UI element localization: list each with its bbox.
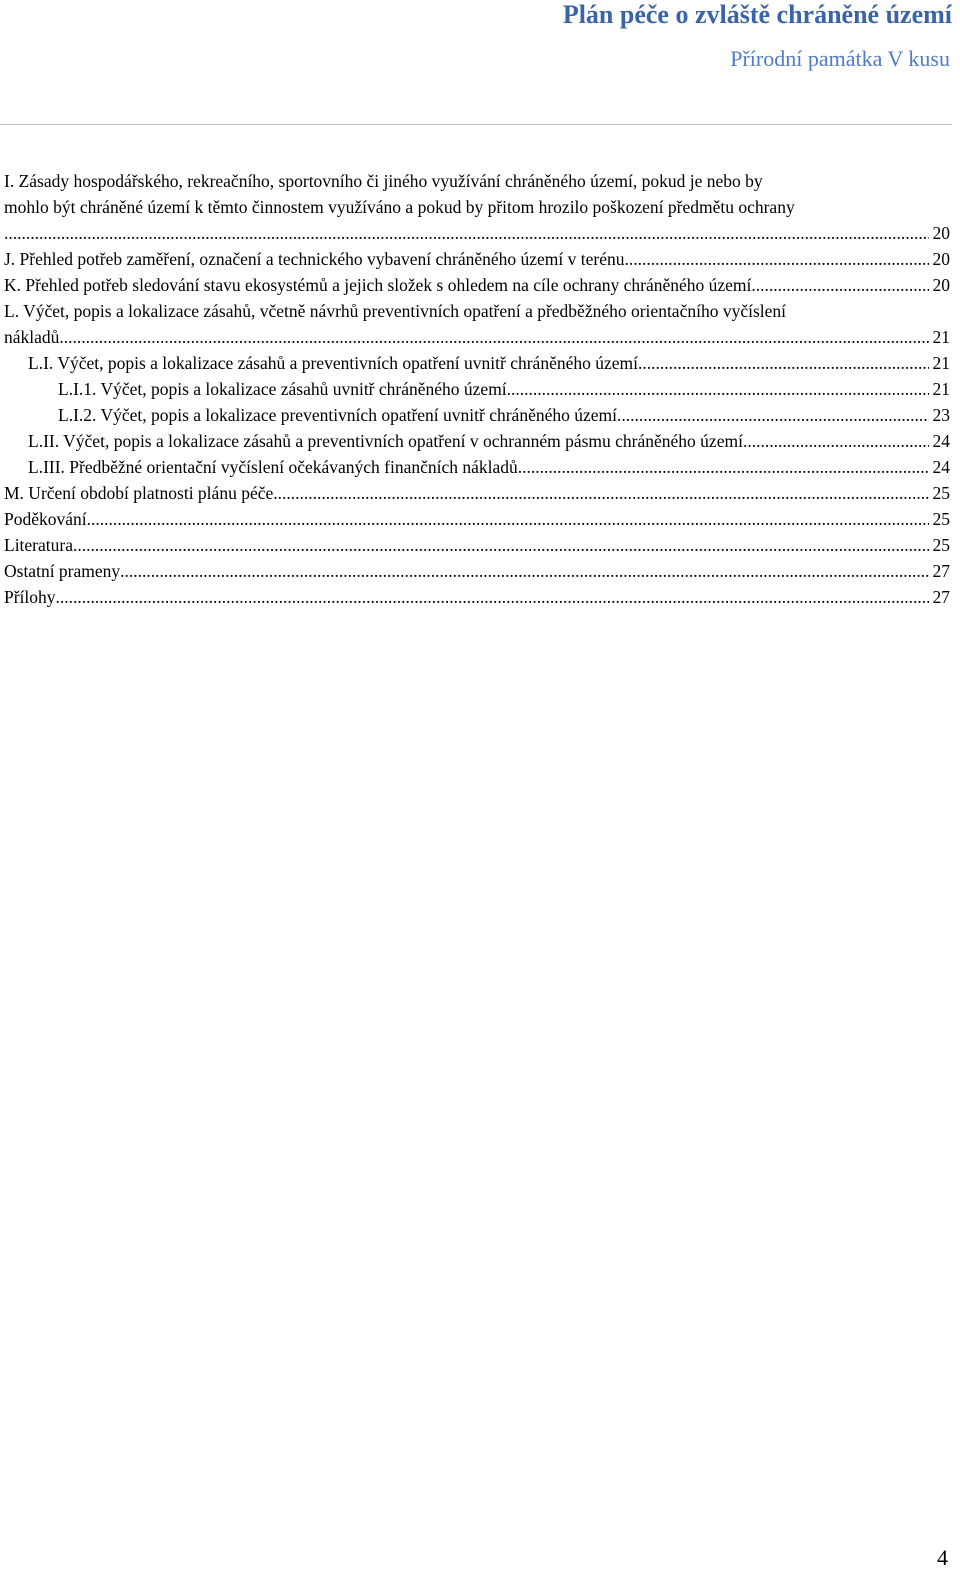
- toc-page-number: 21: [932, 353, 950, 373]
- toc-entry-label: K. Přehled potřeb sledování stavu ekosystémů a jejich složek s ohledem na cíle ochrany chráněného území: [4, 275, 752, 295]
- toc-entry-label: L.I.2. Výčet, popis a lokalizace preventivních opatření uvnitř chráněného území: [58, 405, 617, 425]
- toc-page-number: 23: [932, 405, 950, 425]
- toc-entry-label: Ostatní prameny: [4, 561, 121, 581]
- toc-leader-dots: [273, 480, 928, 506]
- toc-leader-dots: [617, 402, 929, 428]
- toc-page-number: 21: [932, 327, 950, 347]
- toc-page-number: 20: [932, 249, 950, 269]
- toc-entry-l-iii[interactable]: [4, 454, 950, 480]
- toc-entry-l[interactable]: [4, 298, 950, 350]
- table-of-contents: [4, 168, 950, 610]
- toc-page-number: 27: [932, 561, 950, 581]
- toc-page-number: 27: [932, 587, 950, 607]
- toc-page-number: 25: [932, 509, 950, 529]
- toc-leader-dots: [518, 454, 929, 480]
- toc-entry-label: L.III. Předběžné orientační vyčíslení očekávaných finančních nákladů: [28, 457, 518, 477]
- toc-entry-label: L.I.1. Výčet, popis a lokalizace zásahů uvnitř chráněného území: [58, 379, 507, 399]
- toc-entry-l-i[interactable]: [4, 350, 950, 376]
- toc-page-number: 25: [932, 483, 950, 503]
- toc-entry-label: Poděkování: [4, 509, 87, 529]
- toc-entry-l-ii[interactable]: [4, 428, 950, 454]
- toc-leader-dots: [4, 220, 929, 246]
- toc-leader-dots: [507, 376, 929, 402]
- toc-page-number: 24: [932, 431, 950, 451]
- toc-leader-dots: [59, 324, 928, 350]
- toc-leader-dots: [743, 428, 929, 454]
- toc-entry-label: L. Výčet, popis a lokalizace zásahů, včetně návrhů preventivních opatření a předběžného orientačního vyčíslení: [4, 301, 787, 321]
- toc-entry-l-i-1[interactable]: [4, 376, 950, 402]
- toc-page-number: 25: [932, 535, 950, 555]
- toc-leader-dots: [87, 506, 929, 532]
- toc-entry-label: L.II. Výčet, popis a lokalizace zásahů a preventivních opatření v ochranném pásmu chráněného území: [28, 431, 743, 451]
- toc-leader-dots: [625, 246, 929, 272]
- page-number: 4: [937, 1545, 948, 1570]
- toc-page-number: 21: [932, 379, 950, 399]
- toc-page-number: 24: [932, 457, 950, 477]
- toc-entry-k[interactable]: [4, 272, 950, 298]
- toc-entry-m[interactable]: [4, 480, 950, 506]
- toc-leader-dots: [638, 350, 929, 376]
- toc-page-number: 20: [932, 223, 950, 243]
- toc-entry-label: Přílohy: [4, 587, 56, 607]
- toc-page-number: 20: [932, 275, 950, 295]
- toc-entry-label: J. Přehled potřeb zaměření, označení a technického vybavení chráněného území v terénu: [4, 249, 625, 269]
- toc-entry-label: Literatura: [4, 535, 73, 555]
- toc-entry-label: L.I. Výčet, popis a lokalizace zásahů a preventivních opatření uvnitř chráněného území: [28, 353, 638, 373]
- toc-entry-label: M. Určení období platnosti plánu péče: [4, 483, 274, 503]
- toc-entry-podekovani[interactable]: [4, 506, 950, 532]
- toc-entry-label: nákladů: [4, 327, 60, 347]
- toc-entry-prilohy[interactable]: [4, 584, 950, 610]
- toc-entry-literatura[interactable]: [4, 532, 950, 558]
- toc-entry-label: I. Zásady hospodářského, rekreačního, sportovního či jiného využívání chráněného území, pokud je nebo by: [4, 171, 763, 191]
- document-subtitle: Přírodní památka V kusu: [730, 46, 950, 71]
- toc-leader-dots: [751, 272, 928, 298]
- toc-entry-ostatni-prameny[interactable]: [4, 558, 950, 584]
- document-title: Plán péče o zvláště chráněné území: [562, 0, 952, 29]
- toc-entry-j[interactable]: [4, 246, 950, 272]
- toc-leader-dots: [73, 532, 929, 558]
- toc-leader-dots: [120, 558, 928, 584]
- toc-entry-label: mohlo být chráněné území k těmto činnostem využíváno a pokud by přitom hrozilo poškození předmětu ochrany: [4, 197, 795, 217]
- header-divider: [0, 124, 952, 125]
- toc-entry-i[interactable]: [4, 168, 950, 246]
- toc-leader-dots: [56, 584, 929, 610]
- toc-entry-l-i-2[interactable]: [4, 402, 950, 428]
